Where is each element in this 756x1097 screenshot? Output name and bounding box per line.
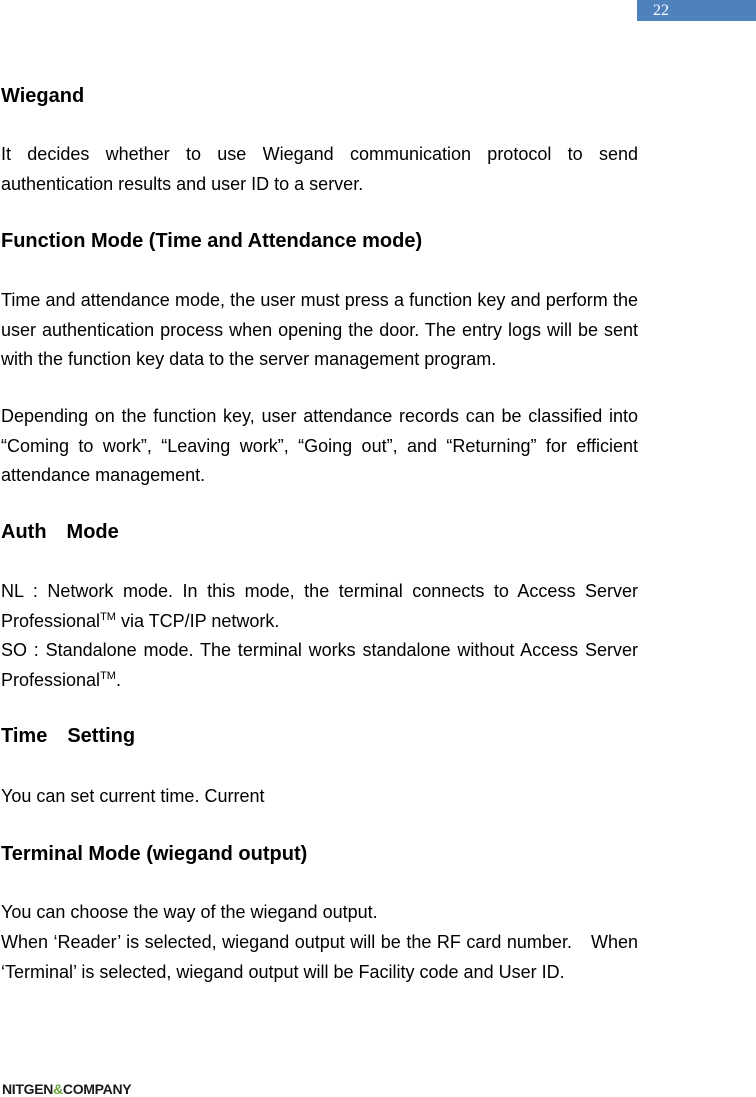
company-logo	[2, 1081, 131, 1097]
auth-so-tail: .	[115, 669, 121, 690]
paragraph-time-setting: You can set current time. Current	[1, 786, 265, 806]
page-number-badge	[637, 0, 756, 21]
trademark-mark: TM	[100, 669, 116, 682]
heading-auth-mode: Auth Mode	[1, 521, 119, 543]
auth-so-text: SO : Standalone mode. The terminal works standalone without Access Server Professional	[1, 640, 638, 690]
paragraph-wiegand: It decides whether to use Wiegand communication protocol to send authentication results and user ID to a server.	[1, 144, 638, 194]
paragraph-function-mode-1: Time and attendance mode, the user must press a function key and perform the user authentication process when opening the door. The entry logs will be sent with the function key data to the server management program.	[1, 290, 638, 369]
paragraph-terminal-mode-1: You can choose the way of the wiegand output.	[1, 902, 378, 922]
heading-terminal-mode: Terminal Mode (wiegand output)	[1, 843, 308, 865]
heading-wiegand: Wiegand	[1, 85, 85, 107]
auth-nl-tail: via TCP/IP network.	[115, 610, 280, 631]
paragraph-function-mode-2: Depending on the function key, user attendance records can be classified into “Coming to work”, “Leaving work”, “Going out”, and “Returning” for efficient attendance management.	[1, 406, 638, 485]
page-number: 22	[653, 2, 669, 19]
heading-function-mode: Function Mode (Time and Attendance mode)	[1, 230, 423, 252]
paragraph-auth-nl	[1, 577, 638, 636]
logo-ampersand: &	[53, 1081, 63, 1097]
logo-text-right: COMPANY	[62, 1081, 132, 1097]
paragraph-terminal-mode-2: When ‘Reader’ is selected, wiegand output will be the RF card number. When ‘Terminal’ is selected, wiegand output will be Facility code and User ID.	[1, 932, 638, 982]
heading-time-setting: Time Setting	[1, 725, 136, 747]
auth-nl-text: NL : Network mode. In this mode, the terminal connects to Access Server Professional	[1, 581, 638, 631]
paragraph-auth-so	[1, 636, 638, 695]
logo-text-left: NITGEN	[2, 1081, 54, 1097]
trademark-mark: TM	[100, 610, 116, 623]
